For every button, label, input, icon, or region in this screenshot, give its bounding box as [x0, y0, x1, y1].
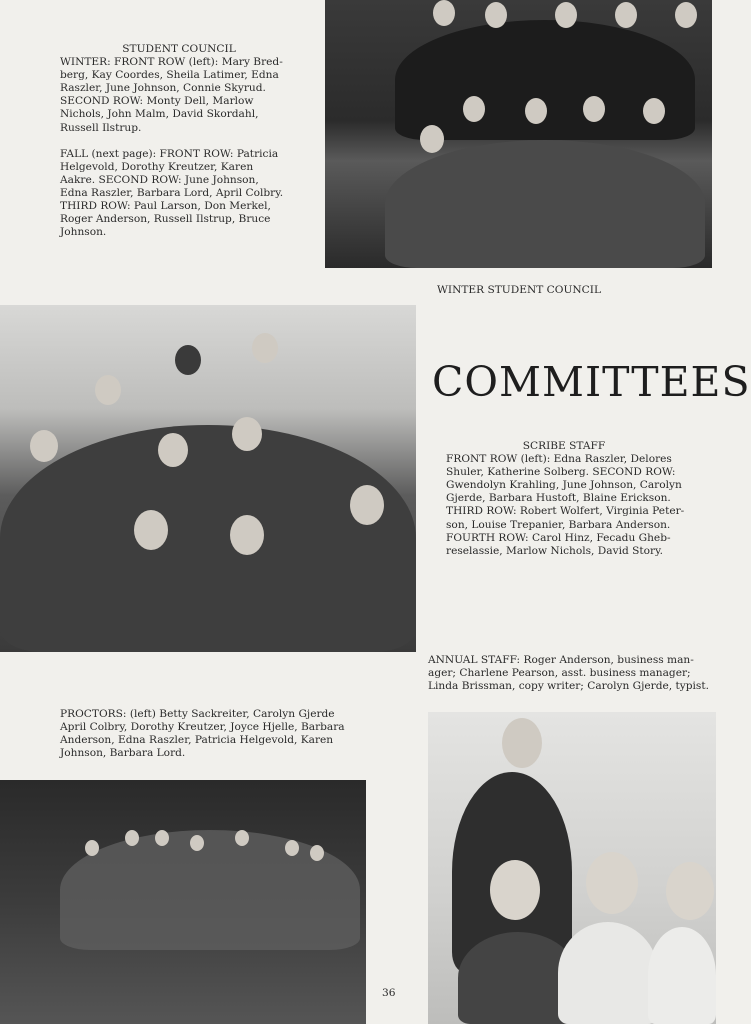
text-line: ANNUAL STAFF: Roger Anderson, business man- — [428, 654, 694, 666]
winter-student-council-photo — [325, 0, 712, 268]
text-line: Gjerde, Barbara Hustoft, Blaine Erickson. — [446, 492, 671, 505]
text-line: Anderson, Edna Raszler, Patricia Helgevold, Karen — [60, 734, 334, 747]
text-line: Russell Ilstrup. — [60, 121, 142, 134]
text-line: FOURTH ROW: Carol Hinz, Fecadu Gheb- — [446, 531, 671, 544]
text-line: son, Louise Trepanier, Barbara Anderson. — [446, 518, 671, 531]
student-council-heading: STUDENT COUNCIL — [122, 43, 236, 55]
text-line: Linda Brissman, copy writer; Carolyn Gjerde, typist. — [428, 680, 709, 693]
text-line: reselassie, Marlow Nichols, David Story. — [446, 544, 664, 557]
text-line: FALL (next page): FRONT ROW: Patricia — [60, 147, 279, 160]
text-line: THIRD ROW: Paul Larson, Don Merkel, — [60, 200, 271, 213]
text-line: Johnson. — [60, 226, 107, 239]
text-line: Raszler, June Johnson, Connie Skyrud. — [60, 82, 266, 95]
proctors-text — [60, 708, 345, 760]
winter-student-council-caption: WINTER STUDENT COUNCIL — [437, 284, 601, 296]
text-line: Roger Anderson, Russell Ilstrup, Bruce — [60, 213, 271, 226]
text-line: ager; Charlene Pearson, asst. business manager; — [428, 667, 691, 680]
text-line: Aakre. SECOND ROW: June Johnson, — [60, 173, 259, 186]
text-line: FRONT ROW (left): Edna Raszler, Delores — [446, 453, 672, 466]
text-line: WINTER: FRONT ROW (left): Mary Bred- — [60, 56, 283, 69]
text-line: THIRD ROW: Robert Wolfert, Virginia Peter- — [446, 505, 685, 518]
text-line: berg, Kay Coordes, Sheila Latimer, Edna — [60, 69, 279, 82]
student-council-text — [60, 43, 298, 239]
proctors-photo — [0, 780, 366, 1024]
scribe-staff-text — [446, 440, 684, 558]
text-line: Shuler, Katherine Solberg. SECOND ROW: — [446, 466, 676, 479]
text-line: Nichols, John Malm, David Skordahl, — [60, 108, 259, 121]
scribe-staff-heading: SCRIBE STAFF — [522, 440, 606, 452]
scribe-staff-photo — [0, 305, 416, 652]
text-line: Johnson, Barbara Lord. — [60, 747, 186, 760]
text-line: SECOND ROW: Monty Dell, Marlow — [60, 95, 254, 108]
page-title: COMMITTEES — [432, 358, 751, 406]
annual-staff-photo — [428, 712, 716, 1024]
text-line: Edna Raszler, Barbara Lord, April Colbry. — [60, 186, 284, 199]
text-line: April Colbry, Dorothy Kreutzer, Joyce Hjelle, Barbara — [60, 721, 345, 734]
page-number: 36 — [382, 987, 396, 999]
text-line: Gwendolyn Krahling, June Johnson, Carolyn — [446, 479, 682, 492]
text-line: Helgevold, Dorothy Kreutzer, Karen — [60, 160, 254, 173]
annual-staff-text — [428, 654, 709, 693]
text-line: PROCTORS: (left) Betty Sackreiter, Carolyn Gjerde — [60, 708, 335, 720]
